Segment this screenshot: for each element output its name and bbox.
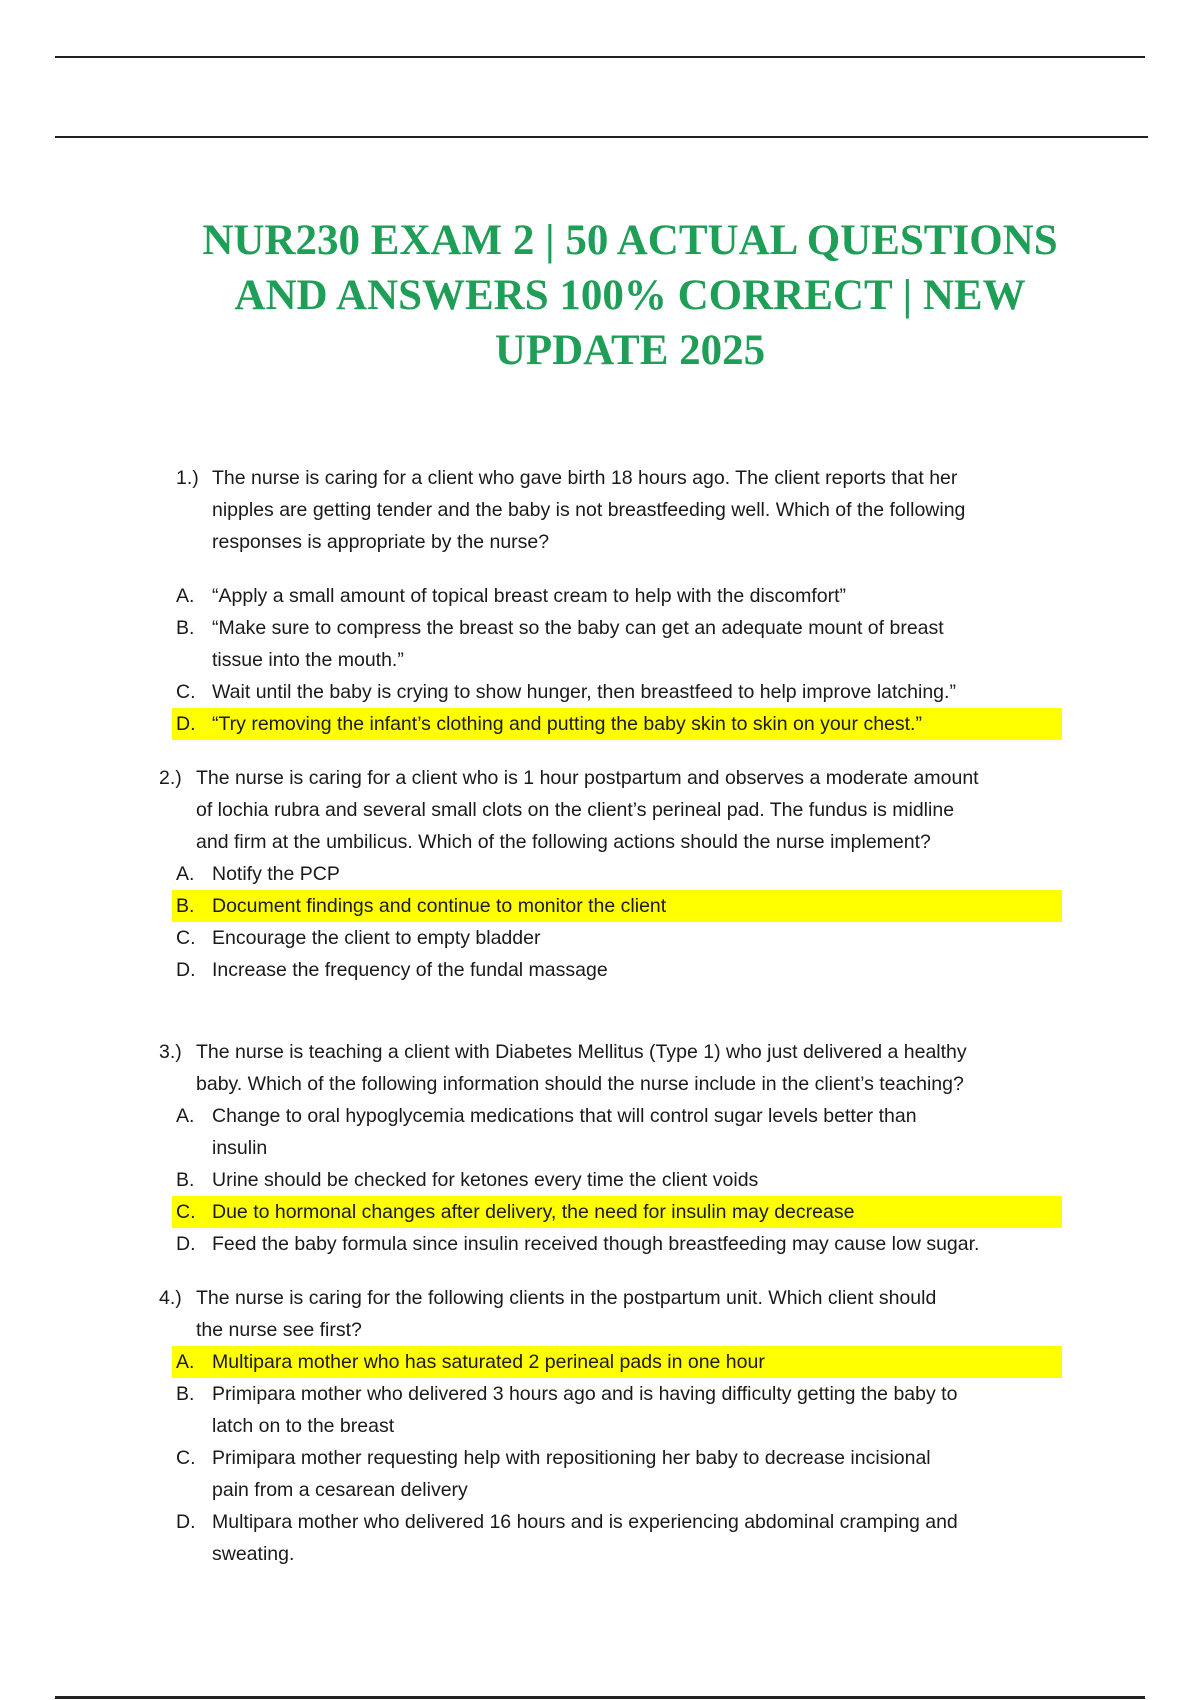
- answer-option-c: [172, 1442, 1062, 1506]
- title-line: NUR230 EXAM 2 | 50 ACTUAL QUESTIONS: [202, 217, 1058, 264]
- answer-options: [0, 1100, 1200, 1260]
- answer-option-b: [172, 1378, 1062, 1442]
- option-letter: A.: [176, 1351, 195, 1373]
- question-number: 1.): [176, 467, 199, 489]
- option-letter: B.: [176, 1383, 195, 1405]
- answer-option-d: [172, 1506, 1062, 1570]
- option-letter: A.: [176, 863, 195, 885]
- question-number: 4.): [159, 1287, 182, 1309]
- question-stem: [159, 1036, 1079, 1100]
- option-letter: C.: [176, 1447, 196, 1469]
- bottom-rule: [55, 1696, 1145, 1699]
- option-letter: B.: [176, 895, 195, 917]
- question-text: The nurse is caring for a client who is 1 hour postpartum and observes a moderate amount of lochia rubra and several small clots on the client’s perineal pad. The fundus is midline and firm at the umbilicus. Which of the following actions should the nurse implement?: [196, 767, 979, 853]
- option-letter: D.: [176, 713, 196, 735]
- option-text: Encourage the client to empty bladder: [212, 927, 541, 949]
- option-letter: A.: [176, 585, 195, 607]
- answer-options: [0, 858, 1200, 986]
- answer-option-b: [172, 1164, 1062, 1196]
- document-title: [150, 213, 1110, 378]
- answer-option-d: [172, 1228, 1062, 1260]
- option-letter: B.: [176, 617, 195, 639]
- answer-option-c: [172, 922, 1062, 954]
- option-letter: A.: [176, 1105, 195, 1127]
- option-text: Increase the frequency of the fundal massage: [212, 959, 608, 981]
- answer-option-a: [172, 858, 1062, 890]
- question-number: 3.): [159, 1041, 182, 1063]
- answer-option-d-highlighted: [172, 708, 1062, 740]
- option-text: Due to hormonal changes after delivery, the need for insulin may decrease: [212, 1201, 855, 1223]
- question-text: The nurse is caring for the following clients in the postpartum unit. Which client should the nurse see first?: [196, 1287, 937, 1341]
- answer-options: [0, 580, 1200, 740]
- answer-option-b-highlighted: [172, 890, 1062, 922]
- answer-option-a-highlighted: [172, 1346, 1062, 1378]
- option-text: Multipara mother who delivered 16 hours and is experiencing abdominal cramping and sweating.: [212, 1511, 958, 1565]
- question-stem: [159, 1282, 1079, 1346]
- question-text: The nurse is caring for a client who gave birth 18 hours ago. The client reports that her nipples are getting tender and the baby is not breastfeeding well. Which of the following responses is appropriate by the nurse?: [212, 467, 966, 553]
- answer-option-a: [172, 580, 1062, 612]
- option-text: Feed the baby formula since insulin received though breastfeeding may cause low sugar.: [212, 1233, 980, 1255]
- question-1: [0, 462, 1200, 740]
- title-line: UPDATE 2025: [494, 327, 766, 374]
- answer-option-c: [172, 676, 1062, 708]
- option-text: “Apply a small amount of topical breast cream to help with the discomfort”: [212, 585, 847, 607]
- option-letter: C.: [176, 681, 196, 703]
- option-text: Notify the PCP: [212, 863, 340, 885]
- header-rule: [55, 136, 1148, 138]
- option-letter: C.: [176, 927, 196, 949]
- option-text: “Try removing the infant’s clothing and putting the baby skin to skin on your chest.”: [212, 713, 922, 735]
- option-text: Change to oral hypoglycemia medications that will control sugar levels better than insulin: [212, 1105, 917, 1159]
- answer-option-b: [172, 612, 1062, 676]
- option-text: Urine should be checked for ketones every time the client voids: [212, 1169, 759, 1191]
- option-letter: D.: [176, 1511, 196, 1533]
- option-text: Primipara mother who delivered 3 hours ago and is having difficulty getting the baby to latch on to the breast: [212, 1383, 958, 1437]
- option-text: Multipara mother who has saturated 2 perineal pads in one hour: [212, 1351, 765, 1373]
- option-letter: B.: [176, 1169, 195, 1191]
- option-letter: C.: [176, 1201, 196, 1223]
- question-2: [0, 762, 1200, 986]
- answer-options: [0, 1346, 1200, 1570]
- question-stem: [176, 462, 1076, 558]
- question-stem: [159, 762, 1079, 858]
- question-text: The nurse is teaching a client with Diabetes Mellitus (Type 1) who just delivered a healthy baby. Which of the following information should the nurse include in the client’s teaching?: [196, 1041, 967, 1095]
- option-letter: D.: [176, 959, 196, 981]
- option-text: Primipara mother requesting help with repositioning her baby to decrease incisional pain from a cesarean delivery: [212, 1447, 931, 1501]
- option-text: “Make sure to compress the breast so the baby can get an adequate mount of breast tissue into the mouth.”: [212, 617, 944, 671]
- option-letter: D.: [176, 1233, 196, 1255]
- title-line: AND ANSWERS 100% CORRECT | NEW: [234, 272, 1026, 319]
- top-rule: [55, 56, 1145, 58]
- answer-option-c-highlighted: [172, 1196, 1062, 1228]
- option-text: Wait until the baby is crying to show hunger, then breastfeed to help improve latching.”: [212, 681, 956, 703]
- question-4: [0, 1282, 1200, 1570]
- option-text: Document findings and continue to monitor the client: [212, 895, 667, 917]
- question-3: [0, 1036, 1200, 1260]
- question-number: 2.): [159, 767, 182, 789]
- answer-option-a: [172, 1100, 1062, 1164]
- answer-option-d: [172, 954, 1062, 986]
